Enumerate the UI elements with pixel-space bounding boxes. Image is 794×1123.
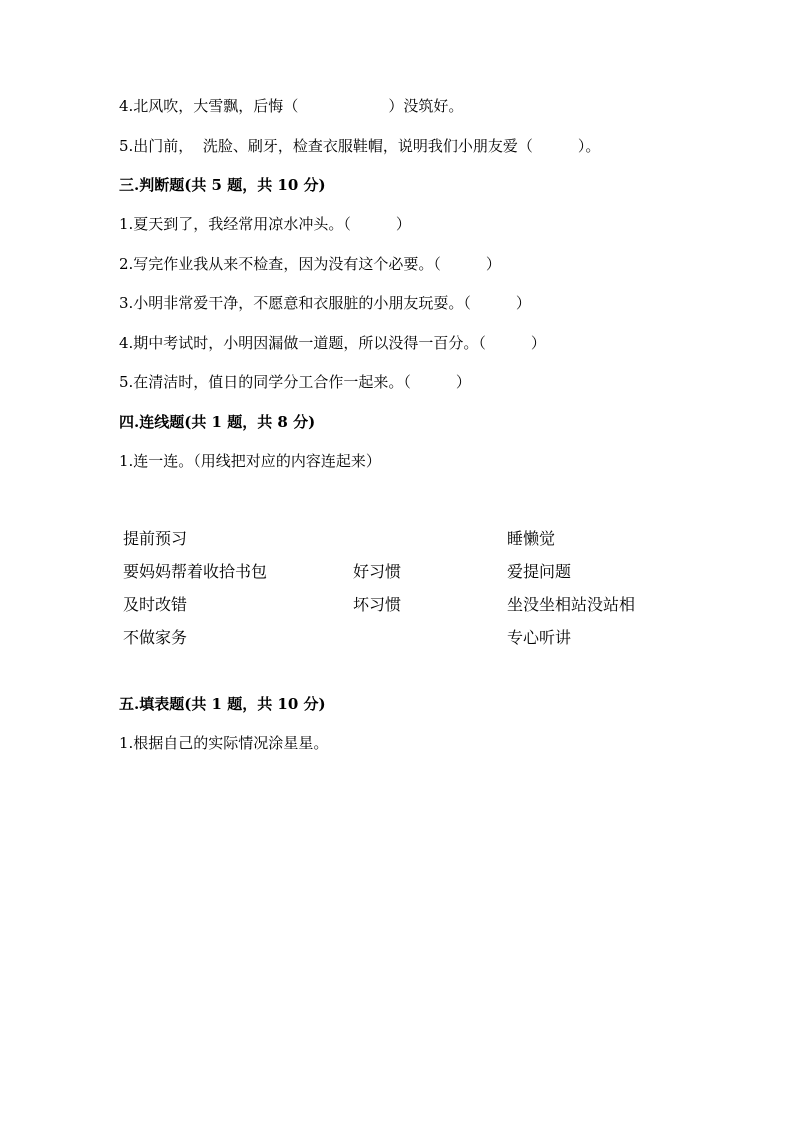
judge-question-1: 1.夏天到了，我经常用凉水冲头。（ ） <box>119 215 411 233</box>
judge-question-2: 2.写完作业我从来不检查，因为没有这个必要。（ ） <box>119 255 501 273</box>
match-right-item[interactable]: 专心听讲 <box>507 628 572 647</box>
match-right-item[interactable]: 坐没坐相站没站相 <box>507 595 636 614</box>
section-5-heading: 五.填表题(共 1 题，共 10 分) <box>119 695 326 713</box>
match-left-item[interactable]: 及时改错 <box>123 595 188 614</box>
matching-question-1: 1.连一连。（用线把对应的内容连起来） <box>119 452 381 470</box>
match-middle-item[interactable]: 好习惯 <box>353 562 402 581</box>
match-left-item[interactable]: 提前预习 <box>123 529 188 548</box>
section-4-heading: 四.连线题(共 1 题，共 8 分) <box>119 413 316 431</box>
section-3-heading: 三.判断题(共 5 题，共 10 分) <box>119 176 326 194</box>
match-middle-item[interactable]: 坏习惯 <box>353 595 402 614</box>
match-right-item[interactable]: 睡懒觉 <box>507 529 556 548</box>
fill-blank-question-5: 5.出门前， 洗脸、刷牙，检查衣服鞋帽，说明我们小朋友爱（ ）。 <box>119 137 601 155</box>
judge-question-4: 4.期中考试时，小明因漏做一道题，所以没得一百分。（ ） <box>119 334 546 352</box>
fill-blank-question-4: 4.北风吹，大雪飘，后悔（ ）没筑好。 <box>119 97 464 115</box>
match-right-item[interactable]: 爱提问题 <box>507 562 572 581</box>
judge-question-3: 3.小明非常爱干净，不愿意和衣服脏的小朋友玩耍。（ ） <box>119 294 531 312</box>
match-left-item[interactable]: 要妈妈帮着收拾书包 <box>123 562 268 581</box>
judge-question-5: 5.在清洁时，值日的同学分工合作一起来。（ ） <box>119 373 471 391</box>
table-question-1: 1.根据自己的实际情况涂星星。 <box>119 734 329 752</box>
match-left-item[interactable]: 不做家务 <box>123 628 188 647</box>
